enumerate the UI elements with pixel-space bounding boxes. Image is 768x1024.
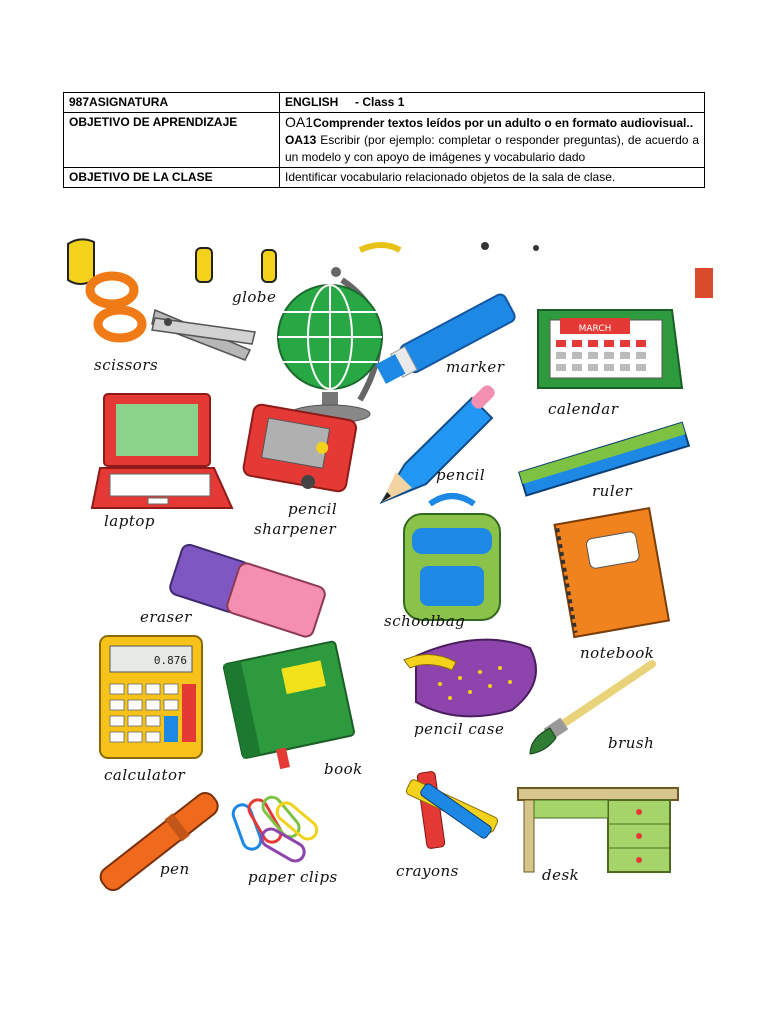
label-pencil: pencil [436, 466, 486, 484]
table-row [64, 168, 705, 188]
oa1-text: Comprender textos leídos por un adulto o en formato audiovisual.. [313, 116, 694, 130]
label-pencil-sharpener-2: sharpener [254, 520, 337, 538]
label-pen: pen [160, 860, 190, 878]
oa13-text: Escribir (por ejemplo: completar o responder preguntas), de acuerdo a un modelo y con apoyo de imágenes y vocabulario dado [285, 133, 699, 164]
banner-fragment [68, 239, 713, 298]
calendar-month: MARCH [578, 324, 612, 334]
desk-illustration [518, 788, 678, 872]
laptop-illustration [92, 394, 232, 508]
book-illustration [223, 641, 358, 776]
calendar-illustration [538, 310, 682, 388]
label-laptop: laptop [104, 512, 156, 530]
crayons-illustration [405, 771, 499, 849]
class-objective-label: OBJETIVO DE LA CLASE [64, 168, 280, 188]
label-book: book [324, 760, 363, 778]
label-marker: marker [446, 358, 505, 376]
learning-objective-label: OBJETIVO DE APRENDIZAJE [64, 113, 280, 168]
table-row [64, 113, 705, 168]
subject-value: ENGLISH - Class 1 [280, 93, 705, 113]
pencil-case-illustration [404, 640, 536, 717]
label-schoolbag: schoolbag [384, 612, 466, 630]
notebook-illustration [555, 508, 669, 637]
label-desk: desk [542, 866, 580, 884]
label-eraser: eraser [140, 608, 192, 626]
pen-illustration [95, 787, 223, 895]
class-objective-value: Identificar vocabulario relacionado objetos de la sala de clase. [280, 168, 705, 188]
table-row [64, 93, 705, 113]
calculator-display: 0.876 [153, 654, 187, 667]
paper-clips-illustration [231, 794, 321, 865]
label-notebook: notebook [580, 644, 655, 662]
scissors-illustration [90, 276, 255, 360]
label-crayons: crayons [396, 862, 459, 880]
classroom-objects-poster [60, 232, 720, 900]
learning-objective-value [280, 113, 705, 168]
label-scissors: scissors [94, 356, 159, 374]
label-ruler: ruler [592, 482, 633, 500]
label-globe: globe [232, 288, 277, 306]
oa13-code: OA13 [285, 133, 317, 147]
globe-illustration [278, 267, 382, 423]
schoolbag-illustration [404, 496, 500, 620]
label-pencil-case: pencil case [414, 720, 505, 738]
pencil-illustration [382, 383, 497, 502]
label-paper-clips: paper clips [248, 868, 338, 886]
class-info-table [63, 92, 705, 188]
label-calculator: calculator [104, 766, 186, 784]
subject-label: 987ASIGNATURA [64, 93, 280, 113]
label-brush: brush [608, 734, 655, 752]
label-calendar: calendar [548, 400, 619, 418]
oa1-code: OA1 [285, 114, 314, 130]
poster-illustrations [60, 232, 720, 900]
label-pencil-sharpener-1: pencil [288, 500, 338, 518]
